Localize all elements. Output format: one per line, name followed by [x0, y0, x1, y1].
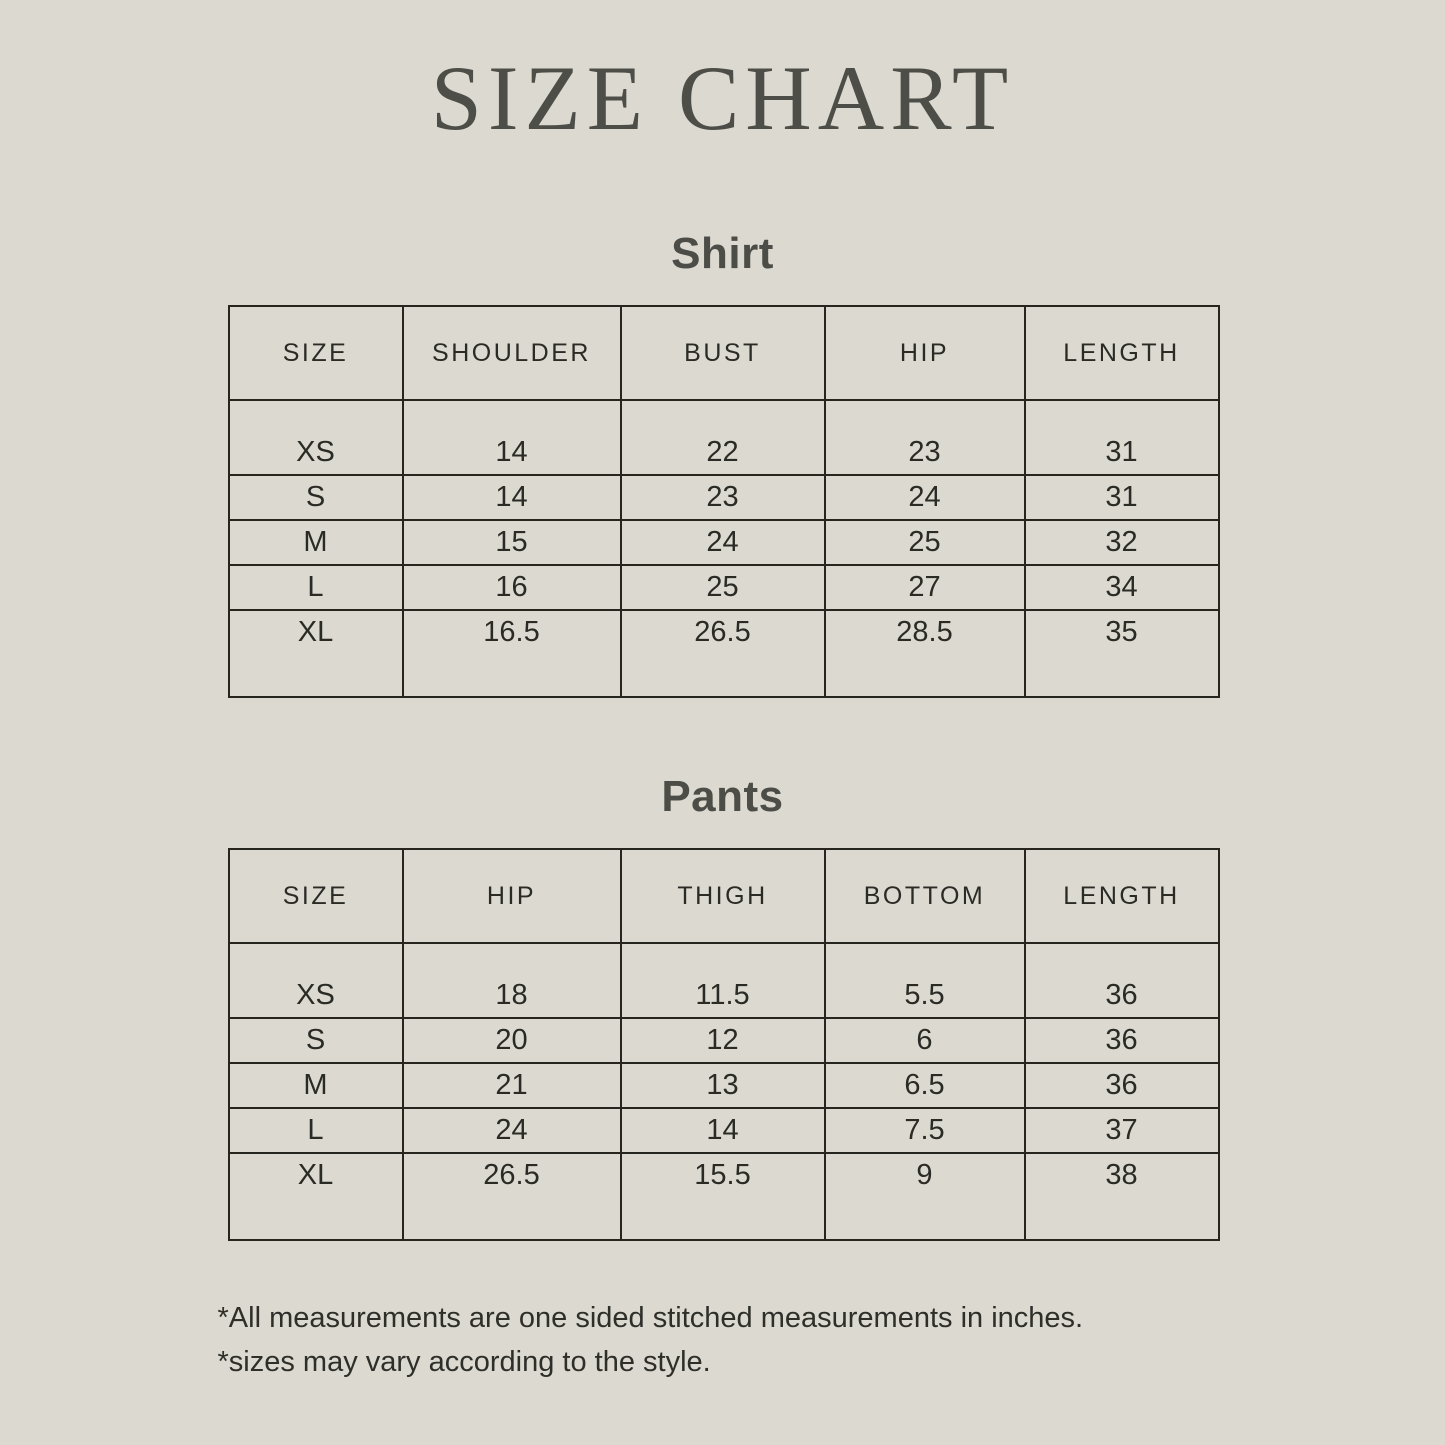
table-row	[229, 1108, 1219, 1153]
shirt-size-table	[228, 305, 1220, 698]
cell-shoulder: 16.5	[403, 610, 621, 697]
table-header-row	[229, 306, 1219, 400]
column-header-length: LENGTH	[1025, 849, 1219, 943]
pants-section	[228, 698, 1218, 1241]
column-header-bust: BUST	[621, 306, 825, 400]
cell-size: XS	[229, 400, 403, 475]
cell-length: 32	[1025, 520, 1219, 565]
cell-length: 31	[1025, 400, 1219, 475]
table-row	[229, 565, 1219, 610]
cell-bottom: 5.5	[825, 943, 1025, 1018]
column-header-size: SIZE	[229, 849, 403, 943]
cell-thigh: 15.5	[621, 1153, 825, 1240]
cell-size: XL	[229, 1153, 403, 1240]
cell-bust: 24	[621, 520, 825, 565]
note-sizes-vary: *sizes may vary according to the style.	[217, 1345, 711, 1378]
page-title: SIZE CHART	[430, 47, 1015, 149]
cell-length: 36	[1025, 943, 1219, 1018]
table-row	[229, 400, 1219, 475]
cell-bust: 22	[621, 400, 825, 475]
cell-bust: 26.5	[621, 610, 825, 697]
cell-size: M	[229, 1063, 403, 1108]
cell-bottom: 9	[825, 1153, 1025, 1240]
cell-length: 31	[1025, 475, 1219, 520]
cell-hip: 24	[825, 475, 1025, 520]
shirt-section-title: Shirt	[671, 229, 774, 279]
column-header-hip: HIP	[825, 306, 1025, 400]
cell-length: 37	[1025, 1108, 1219, 1153]
table-row	[229, 1153, 1219, 1240]
column-header-size: SIZE	[229, 306, 403, 400]
shirt-section	[228, 149, 1218, 698]
cell-bottom: 6.5	[825, 1063, 1025, 1108]
table-header-row	[229, 849, 1219, 943]
cell-length: 38	[1025, 1153, 1219, 1240]
cell-thigh: 14	[621, 1108, 825, 1153]
cell-length: 36	[1025, 1018, 1219, 1063]
cell-bottom: 6	[825, 1018, 1025, 1063]
cell-hip: 28.5	[825, 610, 1025, 697]
table-row	[229, 610, 1219, 697]
column-header-shoulder: SHOULDER	[403, 306, 621, 400]
cell-hip: 23	[825, 400, 1025, 475]
cell-thigh: 11.5	[621, 943, 825, 1018]
cell-length: 36	[1025, 1063, 1219, 1108]
cell-size: L	[229, 1108, 403, 1153]
table-row	[229, 475, 1219, 520]
cell-hip: 24	[403, 1108, 621, 1153]
cell-size: XL	[229, 610, 403, 697]
cell-length: 34	[1025, 565, 1219, 610]
cell-hip: 27	[825, 565, 1025, 610]
table-row	[229, 520, 1219, 565]
pants-section-title: Pants	[661, 772, 784, 822]
cell-shoulder: 14	[403, 475, 621, 520]
cell-thigh: 13	[621, 1063, 825, 1108]
cell-hip: 26.5	[403, 1153, 621, 1240]
pants-size-table	[228, 848, 1220, 1241]
cell-size: S	[229, 1018, 403, 1063]
column-header-hip: HIP	[403, 849, 621, 943]
cell-shoulder: 15	[403, 520, 621, 565]
cell-bust: 23	[621, 475, 825, 520]
column-header-length: LENGTH	[1025, 306, 1219, 400]
cell-shoulder: 16	[403, 565, 621, 610]
column-header-bottom: BOTTOM	[825, 849, 1025, 943]
cell-hip: 25	[825, 520, 1025, 565]
cell-size: XS	[229, 943, 403, 1018]
table-row	[229, 1018, 1219, 1063]
cell-bottom: 7.5	[825, 1108, 1025, 1153]
cell-size: M	[229, 520, 403, 565]
notes-block	[218, 1241, 1228, 1384]
cell-thigh: 12	[621, 1018, 825, 1063]
cell-hip: 18	[403, 943, 621, 1018]
cell-size: S	[229, 475, 403, 520]
cell-length: 35	[1025, 610, 1219, 697]
cell-hip: 21	[403, 1063, 621, 1108]
table-row	[229, 943, 1219, 1018]
table-row	[229, 1063, 1219, 1108]
cell-hip: 20	[403, 1018, 621, 1063]
note-measurements: *All measurements are one sided stitched measurements in inches.	[217, 1302, 1084, 1335]
cell-bust: 25	[621, 565, 825, 610]
column-header-thigh: THIGH	[621, 849, 825, 943]
cell-size: L	[229, 565, 403, 610]
cell-shoulder: 14	[403, 400, 621, 475]
